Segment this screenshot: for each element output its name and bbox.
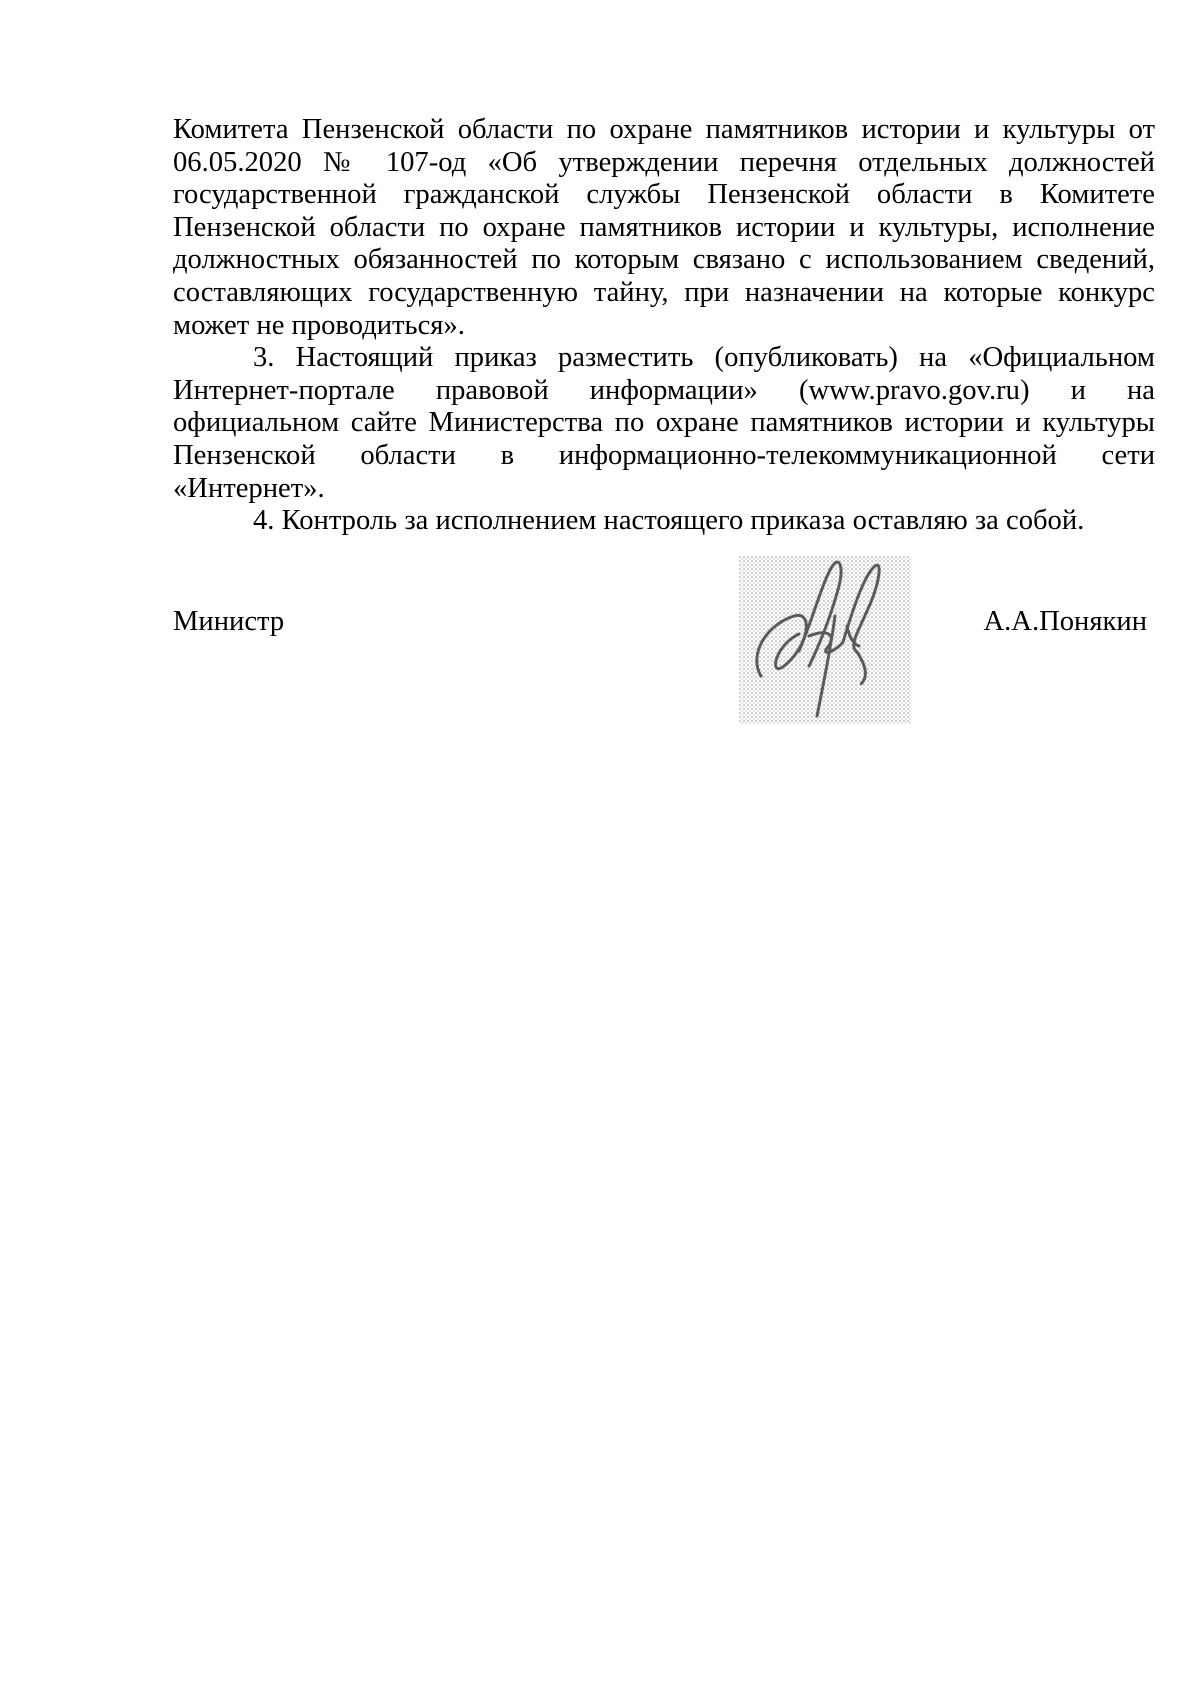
paragraph-item-3: 3. Настоящий приказ разместить (опубликовать) на «Официальном Интернет-портале правовой информации» (www.pravo.gov.ru) и на официальном сайте Министерства по охране памятников истории и культуры Пензенской области в информационно-телекоммуникационной сети «Интернет». bbox=[173, 342, 1155, 504]
paragraph-item-4: 4. Контроль за исполнением настоящего приказа оставляю за собой. bbox=[253, 505, 1085, 537]
signature-block bbox=[173, 556, 1155, 728]
signer-name: А.А.Понякин bbox=[983, 606, 1147, 637]
handwritten-signature bbox=[739, 556, 911, 724]
paragraph-continuation: Комитета Пензенской области по охране памятников истории и культуры от 06.05.2020 № 107-од «Об утверждении перечня отдельных должностей государственной гражданской службы Пензенской области в Комитете Пензенской области по охране памятников истории и культуры, исполнение должностных обязанностей по которым связано с использованием сведений, составляющих государственную тайну, при назначении на которые конкурс может не проводиться». bbox=[173, 114, 1155, 341]
document-body bbox=[173, 114, 1155, 538]
signer-position: Министр bbox=[173, 606, 285, 637]
